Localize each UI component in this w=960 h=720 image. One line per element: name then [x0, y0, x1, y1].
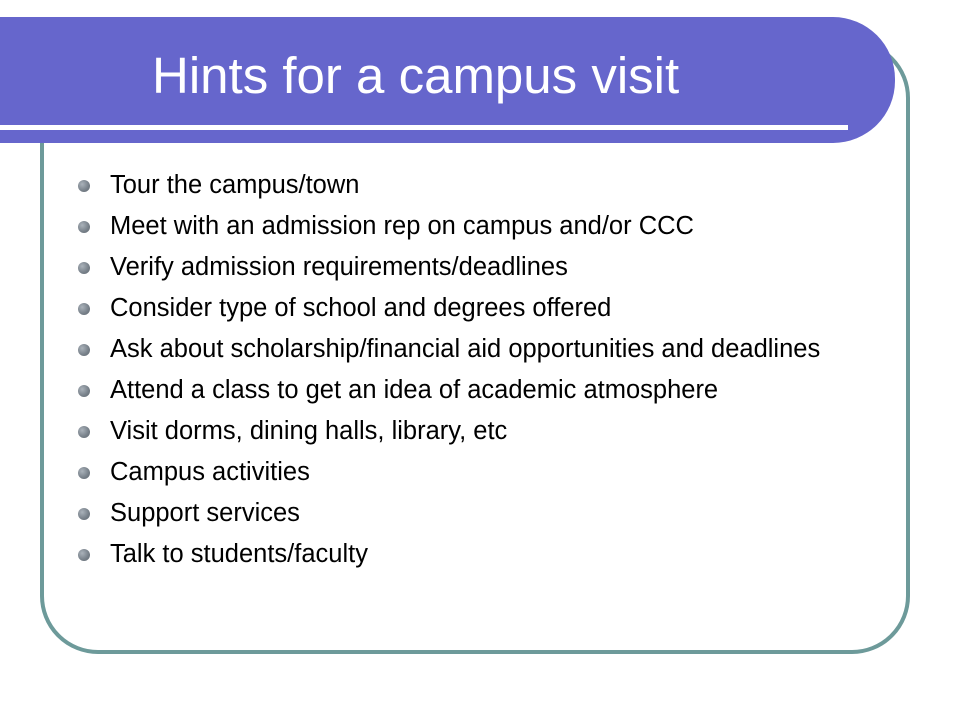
bullet-text: Consider type of school and degrees offered — [110, 294, 612, 322]
bullet-text: Verify admission requirements/deadlines — [110, 253, 568, 281]
bullet-dot-icon — [78, 344, 90, 356]
bullet-dot-icon — [78, 385, 90, 397]
bullet-text: Ask about scholarship/financial aid opportunities and deadlines — [110, 335, 821, 363]
bullet-text: Attend a class to get an idea of academic atmosphere — [110, 376, 719, 404]
bullet-text: Visit dorms, dining halls, library, etc — [110, 417, 508, 445]
bullet-text: Talk to students/faculty — [110, 540, 368, 568]
bullet-dot-icon — [78, 467, 90, 479]
bullet-text: Meet with an admission rep on campus and/or CCC — [110, 212, 694, 240]
bullet-dot-icon — [78, 180, 90, 192]
bullet-item — [78, 334, 878, 364]
bullet-item — [78, 498, 878, 528]
bullet-item — [78, 539, 878, 569]
bullet-dot-icon — [78, 262, 90, 274]
bullet-text: Tour the campus/town — [110, 171, 360, 199]
bullet-item — [78, 293, 878, 323]
bullet-text: Campus activities — [110, 458, 310, 486]
bullet-dot-icon — [78, 303, 90, 315]
bullet-dot-icon — [78, 549, 90, 561]
bullet-dot-icon — [78, 426, 90, 438]
bullet-dot-icon — [78, 221, 90, 233]
bullet-item — [78, 252, 878, 282]
bullet-item — [78, 211, 878, 241]
slide-title: Hints for a campus visit — [152, 47, 680, 104]
bullet-item — [78, 375, 878, 405]
bullet-item — [78, 416, 878, 446]
bullet-text: Support services — [110, 499, 300, 527]
bullet-item — [78, 457, 878, 487]
bullet-list — [78, 170, 878, 580]
title-underline — [0, 125, 848, 130]
bullet-item — [78, 170, 878, 200]
bullet-dot-icon — [78, 508, 90, 520]
